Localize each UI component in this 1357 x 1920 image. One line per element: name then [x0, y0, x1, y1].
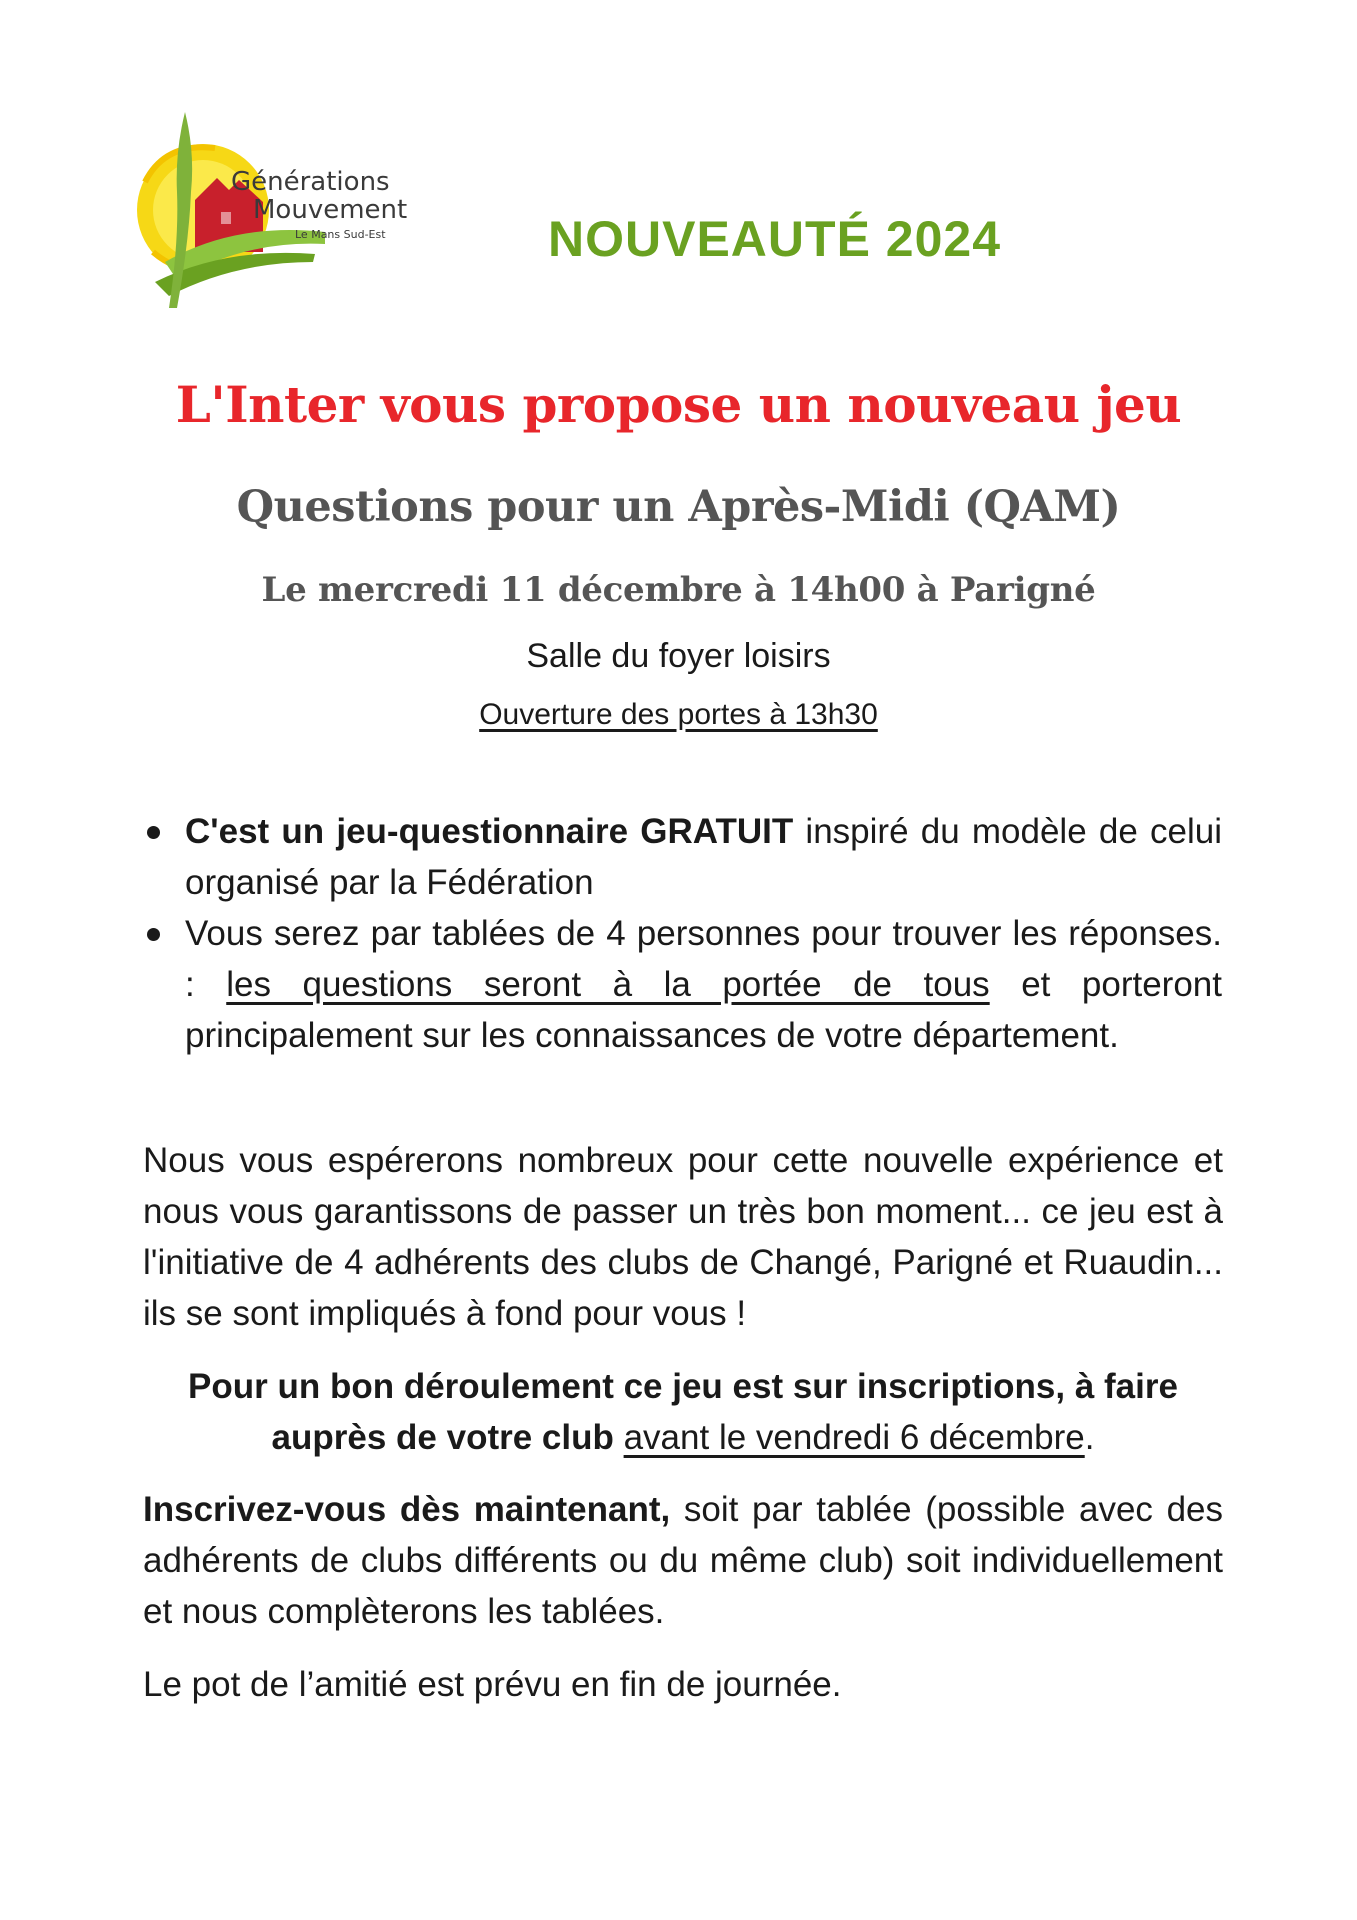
signup-bold: Inscrivez-vous dès maintenant,: [143, 1490, 671, 1529]
bullet-list: [142, 806, 1222, 1061]
subtitle: Questions pour un Après-Midi (QAM): [236, 482, 1121, 532]
list-item: [142, 908, 1222, 1061]
venue: Salle du foyer loisirs: [526, 637, 831, 675]
bullet-2-post: et porteront principalement sur les connaissances de votre département.: [185, 965, 1222, 1055]
list-item: [142, 806, 1222, 908]
doors-opening: [0, 698, 1357, 732]
bullet-1-rest: inspiré du modèle de celui organisé par la Fédération: [185, 812, 1222, 902]
paragraph-signup: [143, 1484, 1223, 1637]
logo-line3: Le Mans Sud-Est: [295, 228, 386, 241]
paragraph-closing: Le pot de l’amitié est prévu en fin de journée.: [143, 1665, 842, 1704]
registration-space: [614, 1418, 624, 1457]
headline: NOUVEAUTÉ 2024: [548, 211, 1002, 267]
bullet-1-bold: C'est un jeu-questionnaire GRATUIT: [185, 812, 794, 851]
main-title: L'Inter vous propose un nouveau jeu: [175, 375, 1182, 434]
registration-end: .: [1084, 1418, 1095, 1457]
bullet-2-pre: Vous serez par tablées de 4 personnes pour trouver les réponses. :: [185, 914, 1222, 1004]
registration-bold: Pour un bon déroulement ce jeu est sur inscriptions, à faire auprès de votre club: [188, 1367, 1178, 1457]
signup-rest: soit par tablée (possible avec des adhérents de clubs différents ou du même club) soit individuellement et nous complèterons les tablées.: [143, 1490, 1224, 1631]
bullet-icon: [147, 826, 160, 839]
logo-line2: Mouvement: [253, 195, 408, 225]
bullet-icon: [147, 928, 160, 941]
generations-mouvement-logo: [125, 112, 455, 312]
date-line: Le mercredi 11 décembre à 14h00 à Parigné: [261, 570, 1096, 610]
paragraph-intro: Nous vous espérerons nombreux pour cette nouvelle expérience et nous vous garantissons de passer un très bon moment... ce jeu est à l'initiative de 4 adhérents des clubs de Changé, Parigné et Ruaudin... ils se sont impliqués à fond pour vous !: [143, 1141, 1223, 1333]
logo-line1: Générations: [231, 167, 390, 197]
paragraph-registration: [143, 1361, 1223, 1463]
bullet-2-underlined: les questions seront à la portée de tous: [226, 965, 990, 1004]
doors-opening-text: Ouverture des portes à 13h30: [479, 698, 878, 731]
registration-deadline: avant le vendredi 6 décembre: [623, 1418, 1085, 1457]
